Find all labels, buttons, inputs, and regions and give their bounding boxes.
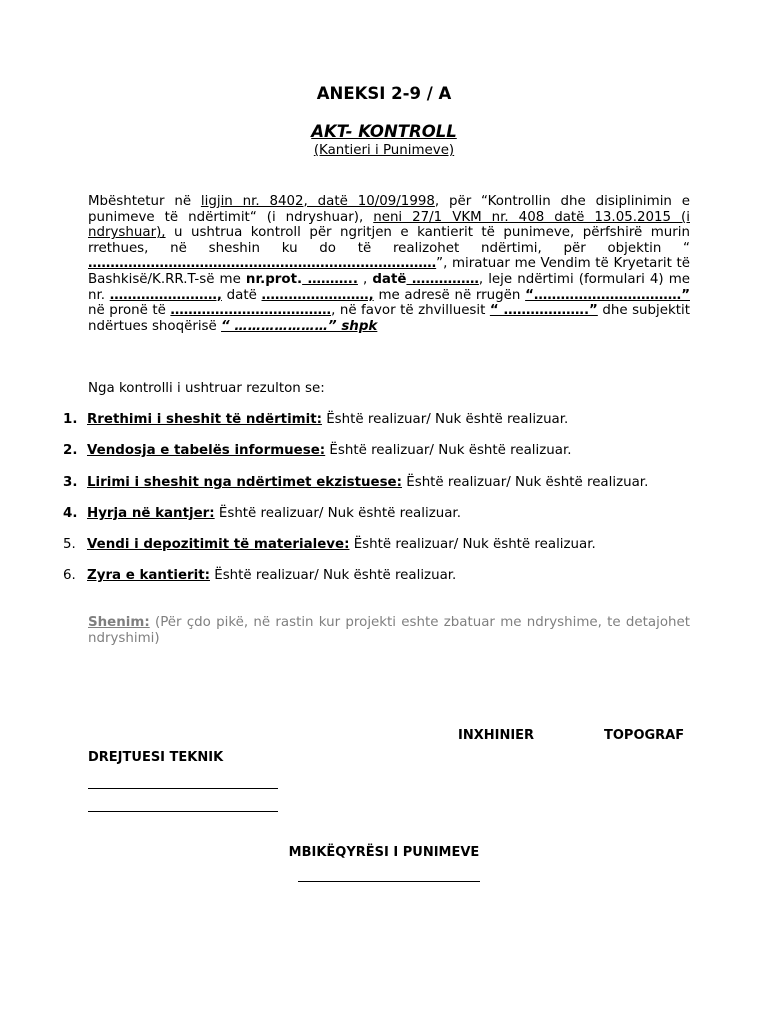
item-number: 3.	[63, 475, 78, 490]
note-text: (Për çdo pikë, në rastin kur projekti eshte zbatuar me ndryshime, te detajohet ndryshimi)	[88, 615, 690, 646]
signature-label-topographer: TOPOGRAF	[604, 728, 685, 743]
intro-text: me adresë në rrugën	[373, 287, 526, 303]
signature-label-technical-director: DREJTUESI TEKNIK	[88, 750, 224, 765]
prot-number-blank: ………..	[302, 271, 358, 287]
company-blank: “ …………………” shpk	[221, 318, 378, 334]
item-label: Vendi i depozitimit të materialeve:	[87, 537, 350, 552]
intro-text: ”, miratuar me Vendim të Kryetarit të Bashkisë/K.RR.T-së me	[88, 256, 690, 287]
item-status: Është realizuar/ Nuk është realizuar.	[402, 475, 649, 490]
item-label: Zyra e kantierit:	[87, 568, 210, 583]
item-number: 2.	[63, 443, 78, 458]
signature-label-engineer: INXHINIER	[458, 728, 535, 743]
item-status: Është realizuar/ Nuk është realizuar.	[325, 443, 572, 458]
document-title: ANEKSI 2-9 / A	[316, 84, 452, 103]
item-label: Hyrja në kantjer:	[87, 506, 215, 521]
list-item	[63, 568, 456, 583]
signature-line	[88, 811, 278, 812]
intro-text: , në favor të zhvilluesit	[331, 303, 490, 319]
list-item	[63, 475, 648, 490]
item-label: Rrethimi i sheshit të ndërtimit:	[87, 412, 322, 427]
permit-number-blank: ……………………,	[109, 287, 222, 303]
intro-text: Mbështetur në	[88, 194, 201, 209]
note-label: Shenim:	[88, 615, 150, 630]
signature-line	[88, 788, 278, 789]
document-subtitle-site: (Kantieri i Punimeve)	[313, 143, 455, 158]
permit-date-blank: ……………………,	[261, 287, 374, 303]
item-number: 1.	[63, 412, 78, 427]
intro-text: ,	[357, 271, 373, 287]
item-number: 4.	[63, 506, 78, 521]
intro-text: u ushtrua kontroll për ngritjen e kantierit të punimeve, përfshirë murin rrethues, në sheshin ku do të realizohet ndërtimi, për objektin “	[88, 225, 690, 256]
date-blank: ……………	[406, 271, 479, 287]
item-label: Lirimi i sheshit nga ndërtimet ekzistuese:	[87, 475, 402, 490]
developer-blank: “ ……………….”	[489, 303, 598, 319]
signature-label-supervisor: MBIKËQYRËSI I PUNIMEVE	[288, 845, 480, 860]
list-item	[63, 506, 461, 521]
item-status: Është realizuar/ Nuk është realizuar.	[214, 506, 461, 521]
law-reference: ligjin nr. 8402, datë 10/09/1998	[200, 194, 435, 209]
intro-paragraph	[88, 194, 690, 334]
item-status: Është realizuar/ Nuk është realizuar.	[209, 568, 457, 583]
list-item	[63, 443, 572, 458]
vkm-reference: neni 27/1 VKM nr. 408 datë 13.05.2015 (i ndryshuar),	[88, 209, 690, 241]
intro-text: në pronë të	[88, 303, 171, 319]
item-number: 5.	[63, 537, 76, 552]
document-subtitle: AKT- KONTROLL	[311, 122, 457, 141]
item-status: Është realizuar/ Nuk është realizuar.	[321, 412, 569, 427]
note-paragraph	[88, 615, 690, 646]
permit-date-label: datë	[221, 287, 262, 303]
list-item	[63, 537, 596, 552]
signature-line	[298, 881, 480, 882]
intro-text: , për “Kontrollin dhe disiplinimin e punimeve të ndërtimit“ (i ndryshuar),	[88, 194, 690, 225]
owner-blank: ………………………………	[170, 303, 332, 319]
list-item	[63, 412, 568, 427]
intro-text: dhe subjektit ndërtues shoqërisë	[88, 303, 690, 334]
date-label: datë	[372, 271, 407, 287]
object-name-blank: ……………………………………………………………………	[88, 256, 437, 272]
result-intro: Nga kontrolli i ushtruar rezulton se:	[88, 381, 325, 396]
intro-text: , leje ndërtimi (formulari 4) me nr.	[88, 271, 690, 303]
street-blank: “……………………………”	[525, 287, 690, 303]
item-number: 6.	[63, 568, 76, 583]
prot-number-label: nr.prot.	[245, 271, 303, 287]
item-status: Është realizuar/ Nuk është realizuar.	[349, 537, 596, 552]
item-label: Vendosja e tabelës informuese:	[87, 443, 326, 458]
